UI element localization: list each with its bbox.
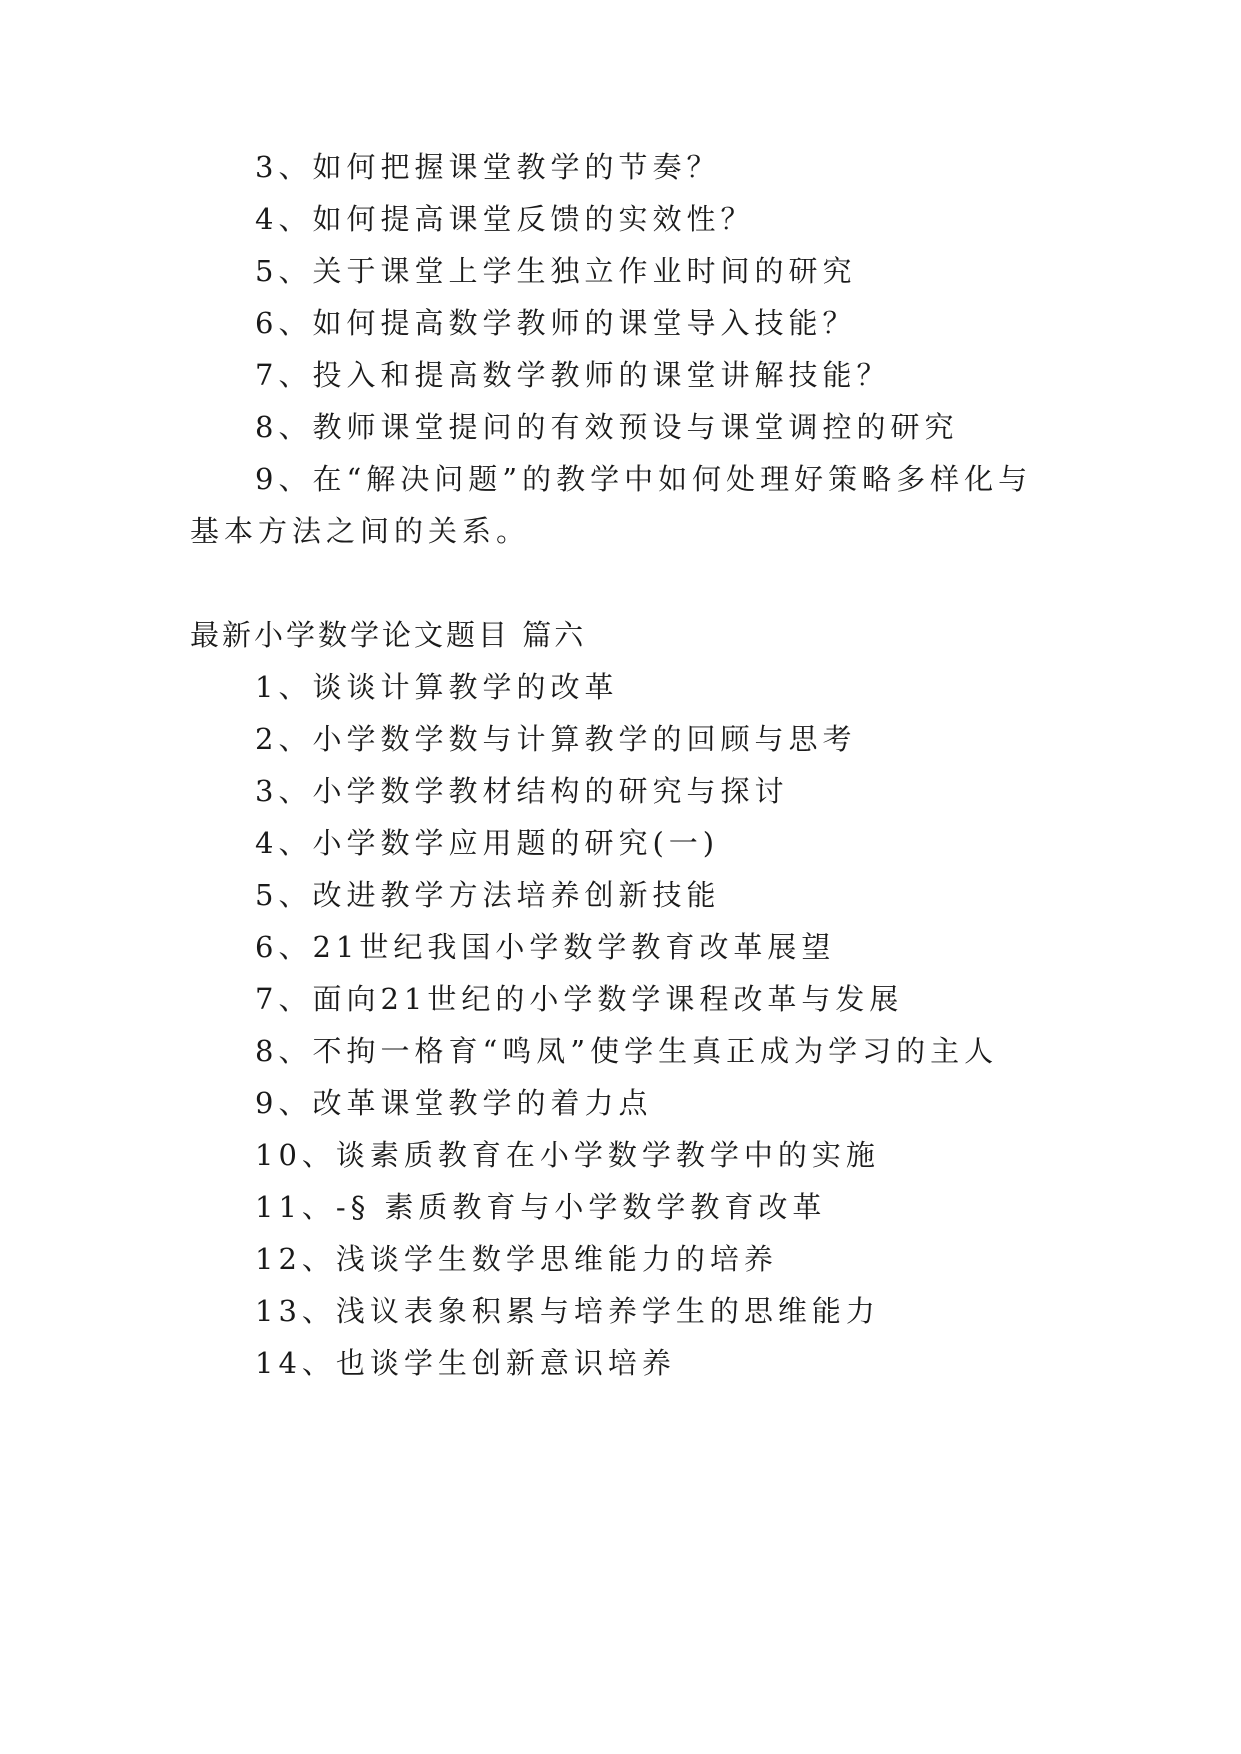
list-item: 11、-§ 素质教育与小学数学教育改革 [255,1190,827,1224]
list-item: 6、21世纪我国小学数学教育改革展望 [255,930,836,964]
list-item: 14、也谈学生创新意识培养 [255,1346,676,1380]
list-item: 5、关于课堂上学生独立作业时间的研究 [255,254,857,288]
list-item: 9、改革课堂教学的着力点 [255,1086,653,1120]
list-item: 1、谈谈计算教学的改革 [255,670,619,704]
list-item: 9、在“解决问题”的教学中如何处理好策略多样化与 [255,462,1033,496]
list-item: 8、教师课堂提问的有效预设与课堂调控的研究 [255,410,959,444]
list-item: 4、小学数学应用题的研究(一) [255,826,720,860]
list-item: 3、如何把握课堂教学的节奏？ [255,150,721,184]
list-item-continuation: 基本方法之间的关系。 [190,514,531,548]
list-item: 6、如何提高数学教师的课堂导入技能？ [255,306,857,340]
list-item: 7、面向21世纪的小学数学课程改革与发展 [255,982,904,1016]
list-item: 13、浅议表象积累与培养学生的思维能力 [255,1294,880,1328]
list-item: 12、浅谈学生数学思维能力的培养 [255,1242,778,1276]
list-item: 8、不拘一格育“鸣凤”使学生真正成为学习的主人 [255,1034,999,1068]
list-item: 5、改进教学方法培养创新技能 [255,878,721,912]
section-heading: 最新小学数学论文题目 篇六 [190,618,587,652]
list-item: 7、投入和提高数学教师的课堂讲解技能？ [255,358,891,392]
list-item: 10、谈素质教育在小学数学教学中的实施 [255,1138,880,1172]
list-item: 2、小学数学数与计算教学的回顾与思考 [255,722,857,756]
list-item: 4、如何提高课堂反馈的实效性？ [255,202,755,236]
list-item: 3、小学数学教材结构的研究与探讨 [255,774,789,808]
